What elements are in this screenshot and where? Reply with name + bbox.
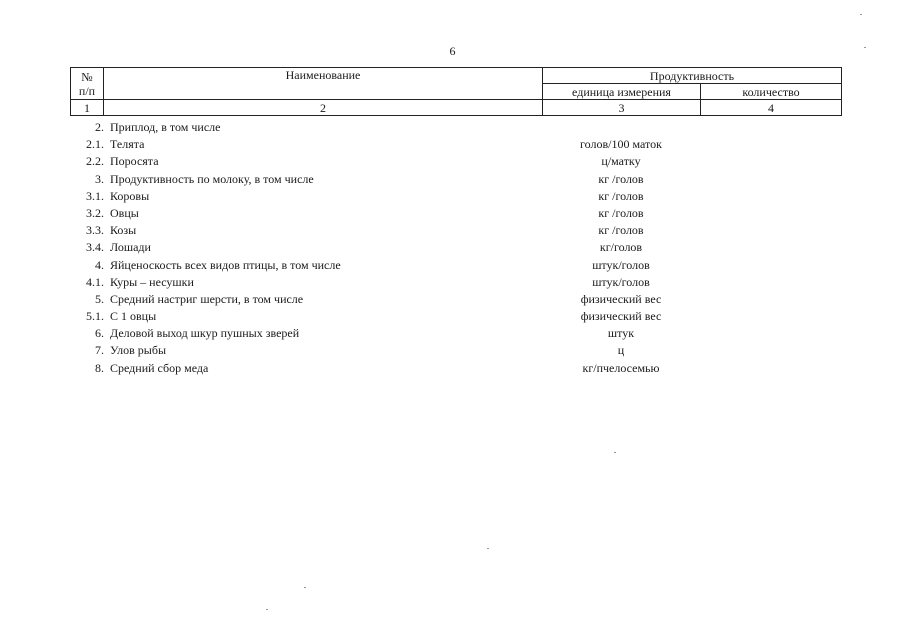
row-unit: кг /голов — [598, 205, 644, 220]
table-row — [70, 342, 841, 359]
row-name: Средний сбор меда — [110, 360, 209, 375]
table-row — [70, 308, 841, 325]
row-number: 4. — [95, 257, 104, 272]
row-name: Продуктивность по молоку, в том числе — [110, 171, 314, 186]
row-number: 3. — [95, 171, 104, 186]
row-unit: кг/голов — [599, 240, 643, 255]
row-number: 5. — [95, 291, 104, 306]
table-body — [70, 119, 841, 377]
scan-speck — [860, 14, 862, 15]
table-row — [70, 205, 841, 222]
scan-speck — [487, 548, 489, 549]
row-unit: физический вес — [580, 291, 662, 306]
table-row — [70, 188, 841, 205]
col-number-3: 3 — [543, 100, 701, 116]
row-unit: кг /голов — [598, 223, 644, 238]
row-name: Телята — [110, 137, 145, 152]
table-row — [70, 257, 841, 274]
row-unit: ц — [617, 343, 625, 358]
scan-speck — [864, 47, 866, 48]
row-unit: физический вес — [580, 309, 662, 324]
row-name: Средний настриг шерсти, в том числе — [110, 291, 304, 306]
table-row — [70, 325, 841, 342]
header-cell-unit: единица измерения — [543, 84, 701, 100]
row-number: 3.3. — [86, 223, 104, 238]
row-name: Козы — [110, 223, 137, 238]
row-name: Поросята — [110, 154, 159, 169]
row-unit: штук/голов — [592, 274, 650, 289]
row-name: Коровы — [110, 188, 150, 203]
page-number: 6 — [449, 44, 456, 58]
table-row — [70, 274, 841, 291]
row-unit: голов/100 маток — [580, 137, 662, 152]
row-number: 3.1. — [86, 188, 104, 203]
row-name: Лошади — [110, 240, 151, 255]
row-name: Яйценоскость всех видов птицы, в том числе — [110, 257, 341, 272]
row-number: 4.1. — [86, 274, 104, 289]
row-unit: кг/пчелосемью — [582, 360, 660, 375]
table-row — [70, 239, 841, 256]
row-name: С 1 овцы — [110, 309, 157, 324]
row-unit: кг /голов — [598, 171, 644, 186]
row-name: Приплод, в том числе — [110, 120, 221, 134]
scan-speck — [266, 609, 268, 610]
header-cell-productivity: Продуктивность — [543, 68, 842, 84]
table-row — [70, 136, 841, 153]
row-name: Деловой выход шкур пушных зверей — [110, 326, 300, 341]
table-row — [70, 291, 841, 308]
table-row — [70, 171, 841, 188]
row-number: 2. — [95, 120, 104, 134]
col-number-1: 1 — [71, 100, 104, 116]
row-unit: штук — [607, 326, 635, 341]
row-name: Куры – несушки — [110, 274, 194, 289]
row-number: 2.1. — [86, 137, 104, 152]
header-cell-quantity: количество — [701, 84, 842, 100]
row-name: Овцы — [110, 205, 139, 220]
row-unit: штук/голов — [592, 257, 650, 272]
table-row — [70, 360, 841, 377]
row-name: Улов рыбы — [110, 343, 167, 358]
row-number: 2.2. — [86, 154, 104, 169]
row-unit: ц/матку — [601, 154, 641, 169]
row-number: 3.4. — [86, 240, 104, 255]
row-number: 8. — [95, 360, 104, 375]
row-number: 3.2. — [86, 205, 104, 220]
row-unit: кг /голов — [598, 188, 644, 203]
row-number: 5.1. — [86, 309, 104, 324]
row-number: 6. — [95, 326, 104, 341]
table-row — [70, 119, 841, 136]
header-cell-num: № п/п — [71, 68, 104, 100]
table-row — [70, 153, 841, 170]
header-cell-name: Наименование — [104, 68, 543, 100]
table-row — [70, 222, 841, 239]
scan-speck — [304, 587, 306, 588]
table-header — [70, 67, 842, 116]
col-number-2: 2 — [104, 100, 543, 116]
scan-speck — [614, 452, 616, 453]
col-number-4: 4 — [701, 100, 842, 116]
row-number: 7. — [95, 343, 104, 358]
